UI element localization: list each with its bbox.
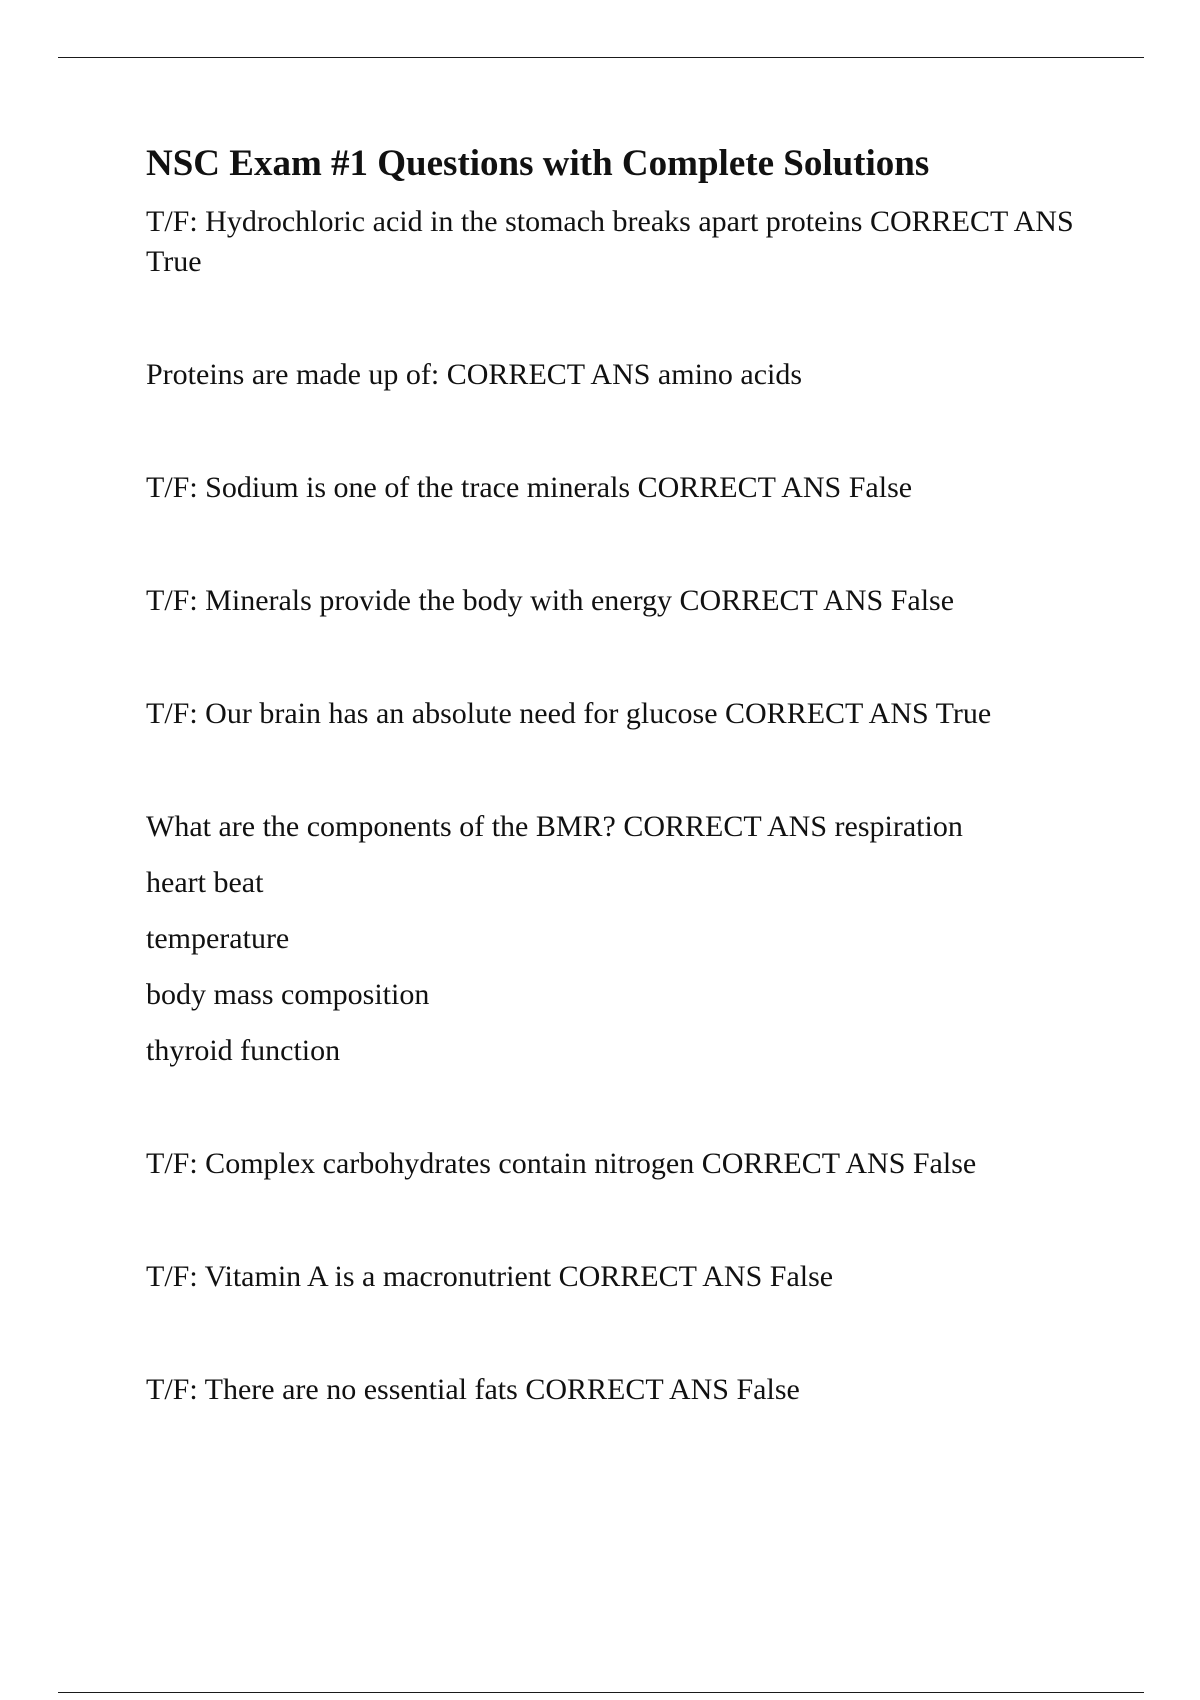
answer-line: temperature: [146, 922, 290, 955]
qa-text: T/F: Our brain has an absolute need for glucose CORRECT ANS True: [146, 697, 992, 730]
qa-item: [146, 581, 1106, 621]
qa-item: [146, 1144, 1106, 1184]
qa-text: T/F: Vitamin A is a macronutrient CORRECT ANS False: [146, 1260, 834, 1293]
top-rule: [58, 57, 1144, 58]
answer-line: thyroid function: [146, 1034, 341, 1067]
qa-item: [146, 468, 1106, 508]
answer-line: body mass composition: [146, 978, 430, 1011]
qa-item: [146, 694, 1106, 734]
document-body: [146, 140, 1106, 1483]
document-title: NSC Exam #1 Questions with Complete Solutions: [146, 143, 930, 184]
qa-text: T/F: Minerals provide the body with energy CORRECT ANS False: [146, 584, 955, 617]
answer-line: heart beat: [146, 866, 264, 899]
qa-text: T/F: Complex carbohydrates contain nitrogen CORRECT ANS False: [146, 1147, 977, 1180]
qa-item: [146, 202, 1106, 282]
qa-item-bmr: [146, 807, 1106, 1071]
qa-item: [146, 1257, 1106, 1297]
qa-text: T/F: Hydrochloric acid in the stomach breaks apart proteins CORRECT ANS True: [146, 205, 1074, 278]
qa-item: [146, 355, 1106, 395]
bottom-rule: [58, 1692, 1144, 1693]
qa-item: [146, 1370, 1106, 1410]
qa-text: T/F: Sodium is one of the trace minerals CORRECT ANS False: [146, 471, 913, 504]
qa-text: What are the components of the BMR? CORRECT ANS respiration: [146, 810, 963, 843]
qa-text: T/F: There are no essential fats CORRECT ANS False: [146, 1373, 800, 1406]
qa-text: Proteins are made up of: CORRECT ANS amino acids: [146, 358, 803, 391]
